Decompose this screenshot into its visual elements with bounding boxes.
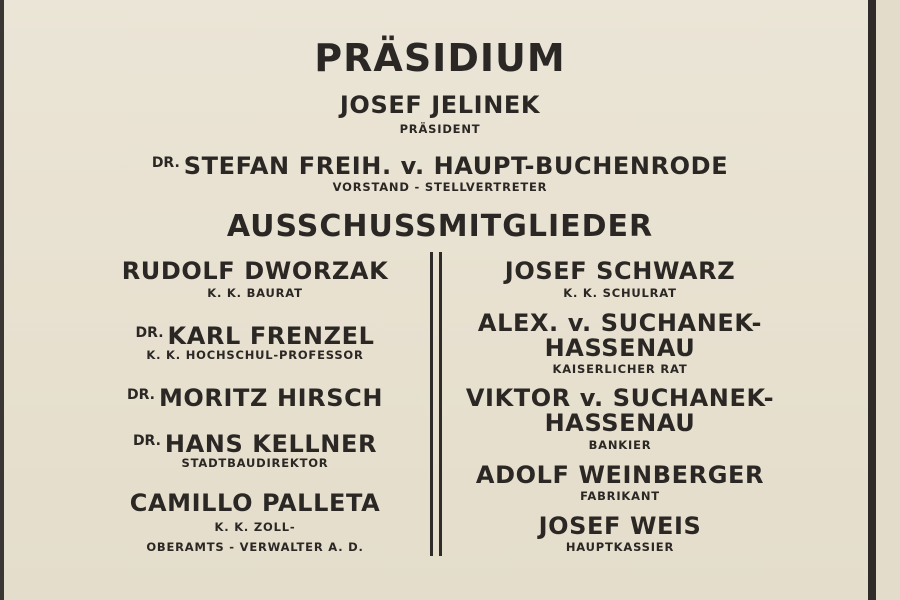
president-title: PRÄSIDENT xyxy=(399,122,481,136)
column-divider-right xyxy=(439,252,442,556)
right-border-rule xyxy=(868,0,876,600)
member-title: K. K. BAURAT xyxy=(207,286,303,300)
member-title: OBERAMTS - VERWALTER A. D. xyxy=(146,540,364,554)
member-name-text: HANS KELLNER xyxy=(164,430,378,458)
member-name: HASSENAU xyxy=(544,409,696,437)
doctor-prefix: DR. xyxy=(135,325,164,341)
ausschuss-heading: AUSSCHUSSMITGLIEDER xyxy=(226,209,654,244)
member-name: JOSEF SCHWARZ xyxy=(504,257,736,285)
member-name xyxy=(100,382,410,411)
doctor-prefix: DR. xyxy=(151,155,180,171)
member-name-text: MORITZ HIRSCH xyxy=(158,384,384,412)
member-name: ADOLF WEINBERGER xyxy=(475,461,765,489)
column-divider-left xyxy=(430,252,433,556)
doctor-prefix: DR. xyxy=(132,433,161,449)
member-title: BANKIER xyxy=(588,438,652,452)
member-title: KAISERLICHER RAT xyxy=(552,362,688,376)
vice-president-name: STEFAN FREIH. v. HAUPT-BUCHENRODE xyxy=(183,152,729,180)
member-title: STADTBAUDIREKTOR xyxy=(181,456,329,470)
president-name: JOSEF JELINEK xyxy=(339,91,541,119)
member-name: VIKTOR v. SUCHANEK- xyxy=(465,384,775,412)
member-title: HAUPTKASSIER xyxy=(565,540,675,554)
member-name: HASSENAU xyxy=(544,334,696,362)
member-title: K. K. SCHULRAT xyxy=(563,286,677,300)
member-name: JOSEF WEIS xyxy=(538,512,702,540)
praesidium-heading: PRÄSIDIUM xyxy=(314,36,566,80)
vice-president-title: VORSTAND - STELLVERTRETER xyxy=(332,180,548,194)
page-edge xyxy=(876,0,900,600)
member-name-text: KARL FRENZEL xyxy=(167,322,375,350)
member-name xyxy=(100,320,410,349)
left-border-rule xyxy=(0,0,4,600)
vice-president-line xyxy=(100,150,780,179)
member-title: K. K. ZOLL- xyxy=(214,520,296,534)
member-name: ALEX. v. SUCHANEK- xyxy=(477,309,763,337)
member-title: K. K. HOCHSCHUL-PROFESSOR xyxy=(146,348,364,362)
doctor-prefix: DR. xyxy=(126,387,155,403)
member-title: FABRIKANT xyxy=(580,489,660,503)
member-name xyxy=(100,428,410,457)
member-name: CAMILLO PALLETA xyxy=(129,489,381,517)
member-name: RUDOLF DWORZAK xyxy=(121,257,389,285)
